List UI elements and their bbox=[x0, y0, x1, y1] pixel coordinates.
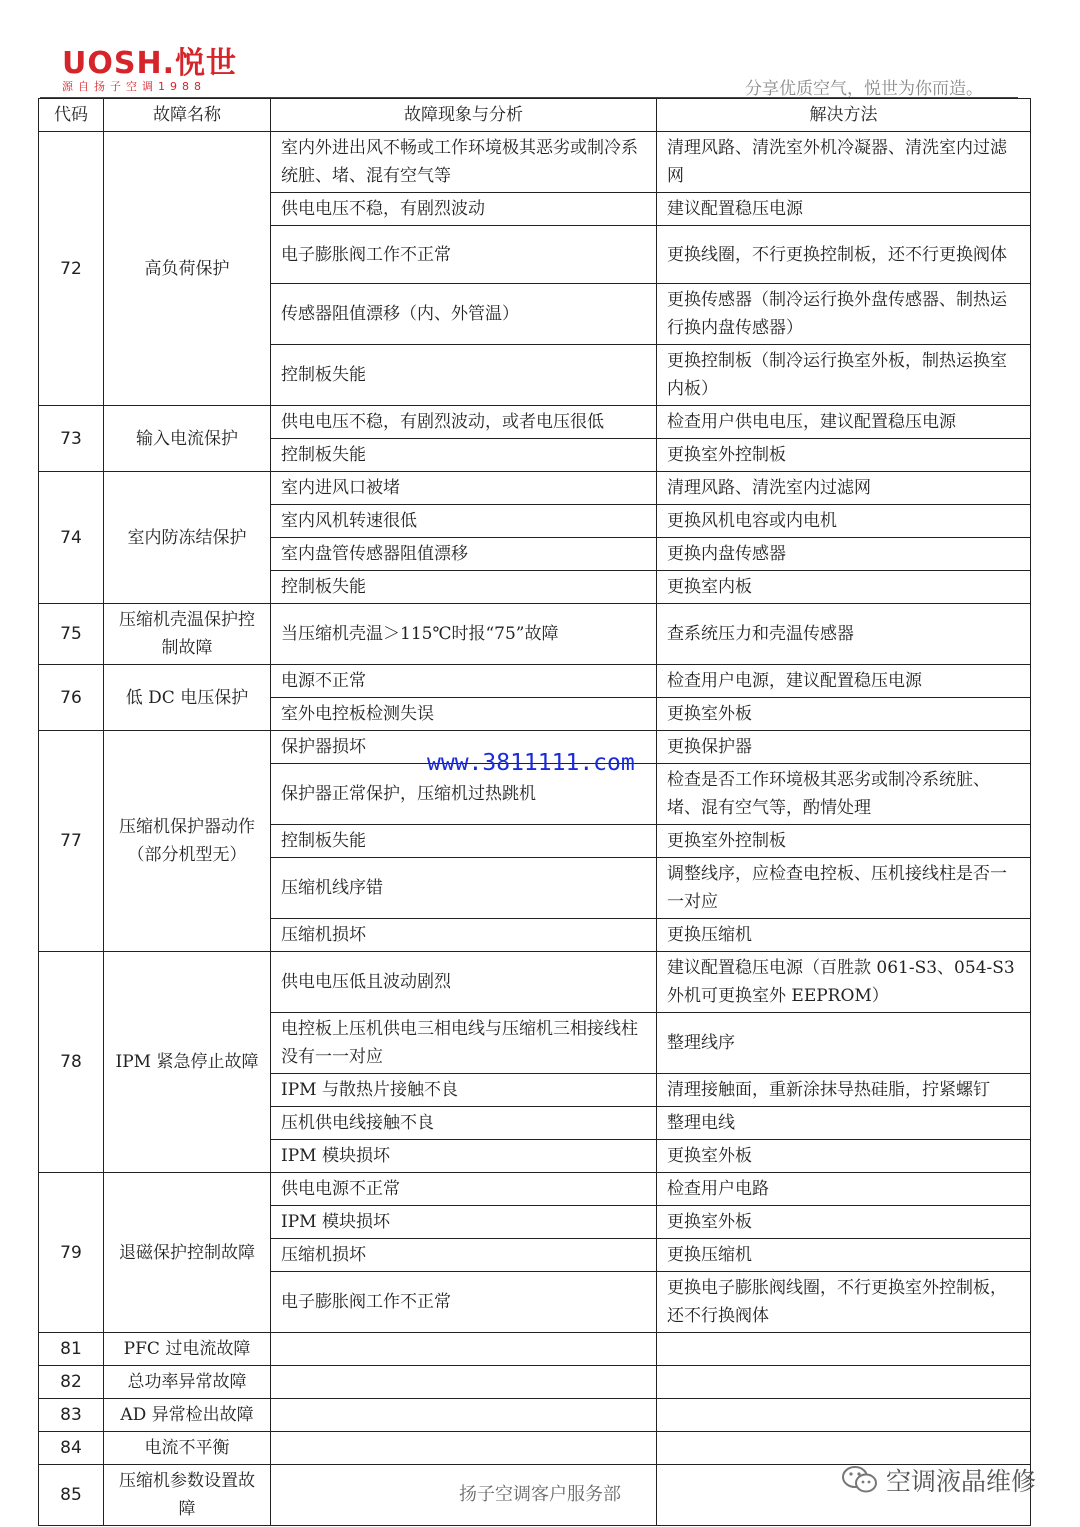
symptom-cell: 供电电压低且波动剧烈 bbox=[271, 952, 657, 1013]
fault-code-cell: 75 bbox=[39, 604, 104, 665]
solution-cell: 清理风路、清洗室外机冷凝器、清洗室内过滤网 bbox=[657, 132, 1031, 193]
table-row bbox=[39, 1432, 1031, 1465]
symptom-cell: 供电电压不稳，有剧烈波动 bbox=[271, 193, 657, 226]
symptom-cell: 电控板上压机供电三相电线与压缩机三相接线柱没有一一对应 bbox=[271, 1013, 657, 1074]
table-row bbox=[39, 132, 1031, 193]
solution-cell: 清理接触面，重新涂抹导热硅脂，拧紧螺钉 bbox=[657, 1074, 1031, 1107]
fault-name-cell: 室内防冻结保护 bbox=[104, 472, 271, 604]
column-header-symptom: 故障现象与分析 bbox=[271, 99, 657, 132]
solution-cell: 更换压缩机 bbox=[657, 919, 1031, 952]
column-header-code: 代码 bbox=[39, 99, 104, 132]
table-header-row bbox=[39, 99, 1031, 132]
symptom-cell: 保护器损坏 bbox=[271, 731, 657, 764]
fault-code-cell: 82 bbox=[39, 1366, 104, 1399]
fault-code-cell: 77 bbox=[39, 731, 104, 952]
fault-name-cell: 电流不平衡 bbox=[104, 1432, 271, 1465]
symptom-cell: IPM 与散热片接触不良 bbox=[271, 1074, 657, 1107]
symptom-cell: 压机供电线接触不良 bbox=[271, 1107, 657, 1140]
solution-cell bbox=[657, 1432, 1031, 1465]
symptom-cell: 电源不正常 bbox=[271, 665, 657, 698]
symptom-cell: 室外电控板检测失误 bbox=[271, 698, 657, 731]
solution-cell: 更换线圈，不行更换控制板，还不行更换阀体 bbox=[657, 226, 1031, 284]
symptom-cell: 当压缩机壳温＞115℃时报“75”故障 bbox=[271, 604, 657, 665]
solution-cell: 更换压缩机 bbox=[657, 1239, 1031, 1272]
fault-name-cell: 压缩机参数设置故障 bbox=[104, 1465, 271, 1526]
symptom-cell: 控制板失能 bbox=[271, 571, 657, 604]
solution-cell bbox=[657, 1366, 1031, 1399]
solution-cell: 清理风路、清洗室内过滤网 bbox=[657, 472, 1031, 505]
symptom-cell: 压缩机损坏 bbox=[271, 919, 657, 952]
solution-cell: 更换室外控制板 bbox=[657, 825, 1031, 858]
symptom-cell: IPM 模块损坏 bbox=[271, 1206, 657, 1239]
footer-department: 扬子空调客户服务部 bbox=[459, 1484, 621, 1505]
symptom-cell: 供电电源不正常 bbox=[271, 1173, 657, 1206]
fault-name-cell: AD 异常检出故障 bbox=[104, 1399, 271, 1432]
solution-cell: 建议配置稳压电源（百胜款 061-S3、054-S3 外机可更换室外 EEPROM） bbox=[657, 952, 1031, 1013]
solution-cell: 整理线序 bbox=[657, 1013, 1031, 1074]
solution-cell bbox=[657, 1399, 1031, 1432]
solution-cell bbox=[657, 1333, 1031, 1366]
symptom-cell bbox=[271, 1366, 657, 1399]
wechat-account-name: 空调液晶维修 bbox=[886, 1467, 1037, 1496]
solution-cell: 整理电线 bbox=[657, 1107, 1031, 1140]
symptom-cell: 控制板失能 bbox=[271, 825, 657, 858]
wechat-icon bbox=[840, 1464, 880, 1496]
symptom-cell: 电子膨胀阀工作不正常 bbox=[271, 226, 657, 284]
fault-name-cell: 压缩机保护器动作 （部分机型无） bbox=[104, 731, 271, 952]
column-header-name: 故障名称 bbox=[104, 99, 271, 132]
symptom-cell: 室内风机转速很低 bbox=[271, 505, 657, 538]
solution-cell: 建议配置稳压电源 bbox=[657, 193, 1031, 226]
fault-name-cell: 压缩机壳温保护控制故障 bbox=[104, 604, 271, 665]
symptom-cell: 传感器阻值漂移（内、外管温） bbox=[271, 284, 657, 345]
symptom-cell bbox=[271, 1432, 657, 1465]
symptom-cell bbox=[271, 1333, 657, 1366]
symptom-cell: 控制板失能 bbox=[271, 439, 657, 472]
fault-code-cell: 84 bbox=[39, 1432, 104, 1465]
solution-cell: 调整线序，应检查电控板、压机接线柱是否一一对应 bbox=[657, 858, 1031, 919]
symptom-cell: 供电电压不稳，有剧烈波动，或者电压很低 bbox=[271, 406, 657, 439]
fault-code-table bbox=[38, 98, 1031, 1526]
solution-cell: 检查用户供电电压，建议配置稳压电源 bbox=[657, 406, 1031, 439]
solution-cell: 更换室外板 bbox=[657, 1206, 1031, 1239]
solution-cell: 更换室外控制板 bbox=[657, 439, 1031, 472]
fault-code-cell: 76 bbox=[39, 665, 104, 731]
fault-code-cell: 78 bbox=[39, 952, 104, 1173]
fault-code-cell: 73 bbox=[39, 406, 104, 472]
solution-cell: 更换风机电容或内电机 bbox=[657, 505, 1031, 538]
table-row bbox=[39, 1366, 1031, 1399]
fault-code-cell: 83 bbox=[39, 1399, 104, 1432]
logo-tagline: 源自扬子空调1988 bbox=[62, 80, 206, 93]
symptom-cell: IPM 模块损坏 bbox=[271, 1140, 657, 1173]
fault-name-cell: 高负荷保护 bbox=[104, 132, 271, 406]
solution-cell: 检查是否工作环境极其恶劣或制冷系统脏、堵、混有空气等，酌情处理 bbox=[657, 764, 1031, 825]
table-row bbox=[39, 665, 1031, 698]
header-slogan: 分享优质空气，悦世为你而造。 bbox=[745, 79, 983, 99]
symptom-cell: 保护器正常保护，压缩机过热跳机 bbox=[271, 764, 657, 825]
column-header-solution: 解决方法 bbox=[657, 99, 1031, 132]
solution-cell: 更换传感器（制冷运行换外盘传感器、制热运行换内盘传感器） bbox=[657, 284, 1031, 345]
wechat-badge bbox=[840, 1462, 1036, 1498]
symptom-cell: 室内进风口被堵 bbox=[271, 472, 657, 505]
logo-wordmark: UOSH.悦世 bbox=[62, 46, 237, 81]
table-row bbox=[39, 406, 1031, 439]
fault-name-cell: 低 DC 电压保护 bbox=[104, 665, 271, 731]
symptom-cell: 电子膨胀阀工作不正常 bbox=[271, 1272, 657, 1333]
table-row bbox=[39, 1173, 1031, 1206]
fault-name-cell: IPM 紧急停止故障 bbox=[104, 952, 271, 1173]
solution-cell: 更换室外板 bbox=[657, 1140, 1031, 1173]
watermark-url: www.3811111.com bbox=[427, 750, 635, 776]
fault-code-cell: 79 bbox=[39, 1173, 104, 1333]
solution-cell: 更换控制板（制冷运行换室外板，制热运换室内板） bbox=[657, 345, 1031, 406]
fault-name-cell: 退磁保护控制故障 bbox=[104, 1173, 271, 1333]
fault-name-cell: 输入电流保护 bbox=[104, 406, 271, 472]
symptom-cell: 室内盘管传感器阻值漂移 bbox=[271, 538, 657, 571]
symptom-cell: 压缩机损坏 bbox=[271, 1239, 657, 1272]
fault-name-cell: 总功率异常故障 bbox=[104, 1366, 271, 1399]
table-row bbox=[39, 952, 1031, 1013]
solution-cell: 检查用户电源，建议配置稳压电源 bbox=[657, 665, 1031, 698]
brand-logo bbox=[62, 48, 262, 94]
symptom-cell: 控制板失能 bbox=[271, 345, 657, 406]
table-row bbox=[39, 472, 1031, 505]
fault-code-cell: 72 bbox=[39, 132, 104, 406]
solution-cell: 更换室外板 bbox=[657, 698, 1031, 731]
solution-cell: 更换内盘传感器 bbox=[657, 538, 1031, 571]
fault-code-cell: 85 bbox=[39, 1465, 104, 1526]
solution-cell: 检查用户电路 bbox=[657, 1173, 1031, 1206]
symptom-cell: 室内外进出风不畅或工作环境极其恶劣或制冷系统脏、堵、混有空气等 bbox=[271, 132, 657, 193]
table-row bbox=[39, 604, 1031, 665]
fault-code-cell: 74 bbox=[39, 472, 104, 604]
fault-code-cell: 81 bbox=[39, 1333, 104, 1366]
symptom-cell: 压缩机线序错 bbox=[271, 858, 657, 919]
solution-cell: 查系统压力和壳温传感器 bbox=[657, 604, 1031, 665]
fault-name-cell: PFC 过电流故障 bbox=[104, 1333, 271, 1366]
table-row bbox=[39, 1399, 1031, 1432]
symptom-cell bbox=[271, 1399, 657, 1432]
solution-cell: 更换室内板 bbox=[657, 571, 1031, 604]
solution-cell: 更换保护器 bbox=[657, 731, 1031, 764]
table-body bbox=[39, 132, 1031, 1526]
table-row bbox=[39, 1333, 1031, 1366]
solution-cell: 更换电子膨胀阀线圈，不行更换室外控制板，还不行换阀体 bbox=[657, 1272, 1031, 1333]
